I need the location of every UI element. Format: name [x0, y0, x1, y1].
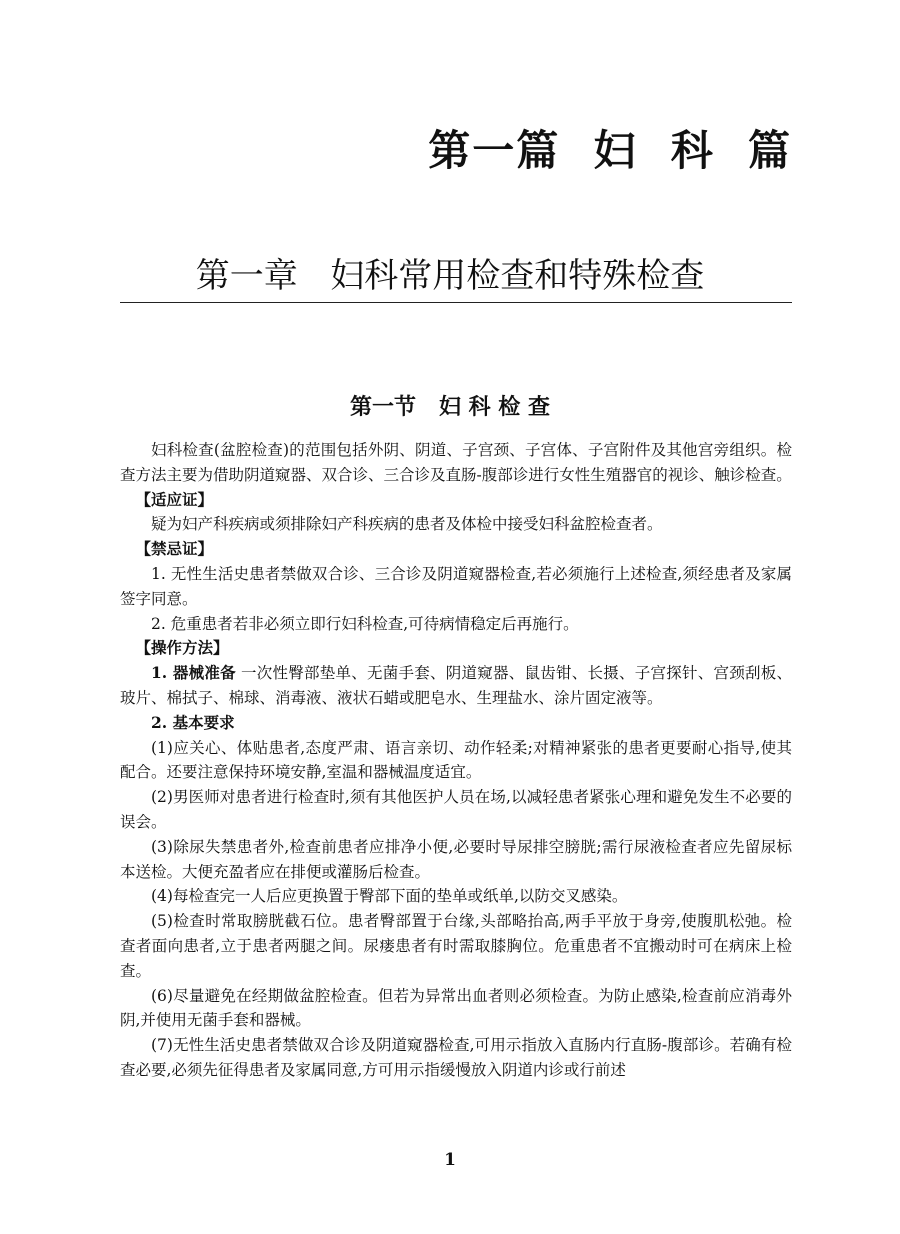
contraindication-item: 2. 危重患者若非必须立即行妇科检查,可待病情稳定后再施行。: [151, 614, 579, 633]
contraindications-heading: 【禁忌证】: [135, 539, 214, 559]
procedure-heading: 【操作方法】: [135, 638, 229, 658]
requirement-item: (4)每检查完一人后应更换置于臀部下面的垫单或纸单,以防交叉感染。: [151, 887, 628, 906]
contraindication-item: 1. 无性生活史患者禁做双合诊、三合诊及阴道窥器检查,若必须施行上述检查,须经患者及家属签字同意。: [120, 564, 792, 608]
requirement-item: (1)应关心、体贴患者,态度严肃、语言亲切、动作轻柔;对精神紧张的患者更要耐心指导,使其配合。还要注意保持环境安静,室温和器械温度适宜。: [120, 738, 792, 782]
indications-text: 疑为妇产科疾病或须排除妇产科疾病的患者及体检中接受妇科盆腔检查者。: [151, 515, 663, 534]
requirement-item: (6)尽量避免在经期做盆腔检查。但若为异常出血者则必须检查。为防止感染,检查前应消毒外阴,并使用无菌手套和器械。: [120, 986, 792, 1030]
requirement-item: (7)无性生活史患者禁做双合诊及阴道窥器检查,可用示指放入直肠内行直肠-腹部诊。若确有检查必要,必须先征得患者及家属同意,方可用示指缓慢放入阴道内诊或行前述: [120, 1036, 792, 1079]
intro-paragraph: 妇科检查(盆腔检查)的范围包括外阴、阴道、子宫颈、子宫体、子宫附件及其他宫旁组织。检查方法主要为借助阴道窥器、双合诊、三合诊及直肠-腹部诊进行女性生殖器官的视诊、触诊检查。: [120, 441, 792, 484]
requirement-item: (3)除尿失禁患者外,检查前患者应排净小便,必要时导尿排空膀胱;需行尿液检查者应先留尿标本送检。大便充盈者应在排便或灌肠后检查。: [120, 837, 792, 881]
section-title: 第一节 妇 科 检 查: [350, 394, 550, 420]
indications-heading: 【适应证】: [135, 489, 214, 509]
chapter-divider: [120, 302, 792, 303]
equipment-paragraph: [120, 661, 792, 711]
chapter-title: 第一章 妇科常用检查和特殊检查: [195, 256, 705, 296]
requirements-heading: 2. 基本要求: [151, 712, 235, 732]
page-number: 1: [444, 1150, 456, 1170]
body-text: [120, 438, 792, 1083]
requirement-item: (2)男医师对患者进行检查时,须有其他医护人员在场,以减轻患者紧张心理和避免发生不必要的误会。: [120, 788, 792, 831]
equipment-label: 1. 器械准备: [151, 663, 236, 683]
part-title: 第一篇 妇 科 篇: [428, 126, 792, 175]
equipment-text: 一次性臀部垫单、无菌手套、阴道窥器、鼠齿钳、长摄、子宫探针、宫颈刮板、玻片、棉拭子、棉球、消毒液、液状石蜡或肥皂水、生理盐水、涂片固定液等。: [120, 664, 792, 707]
requirement-item: (5)检查时常取膀胱截石位。患者臀部置于台缘,头部略抬高,两手平放于身旁,使腹肌松弛。检查者面向患者,立于患者两腿之间。尿瘘患者有时需取膝胸位。危重患者不宜搬动时可在病床上检查。: [120, 912, 792, 980]
